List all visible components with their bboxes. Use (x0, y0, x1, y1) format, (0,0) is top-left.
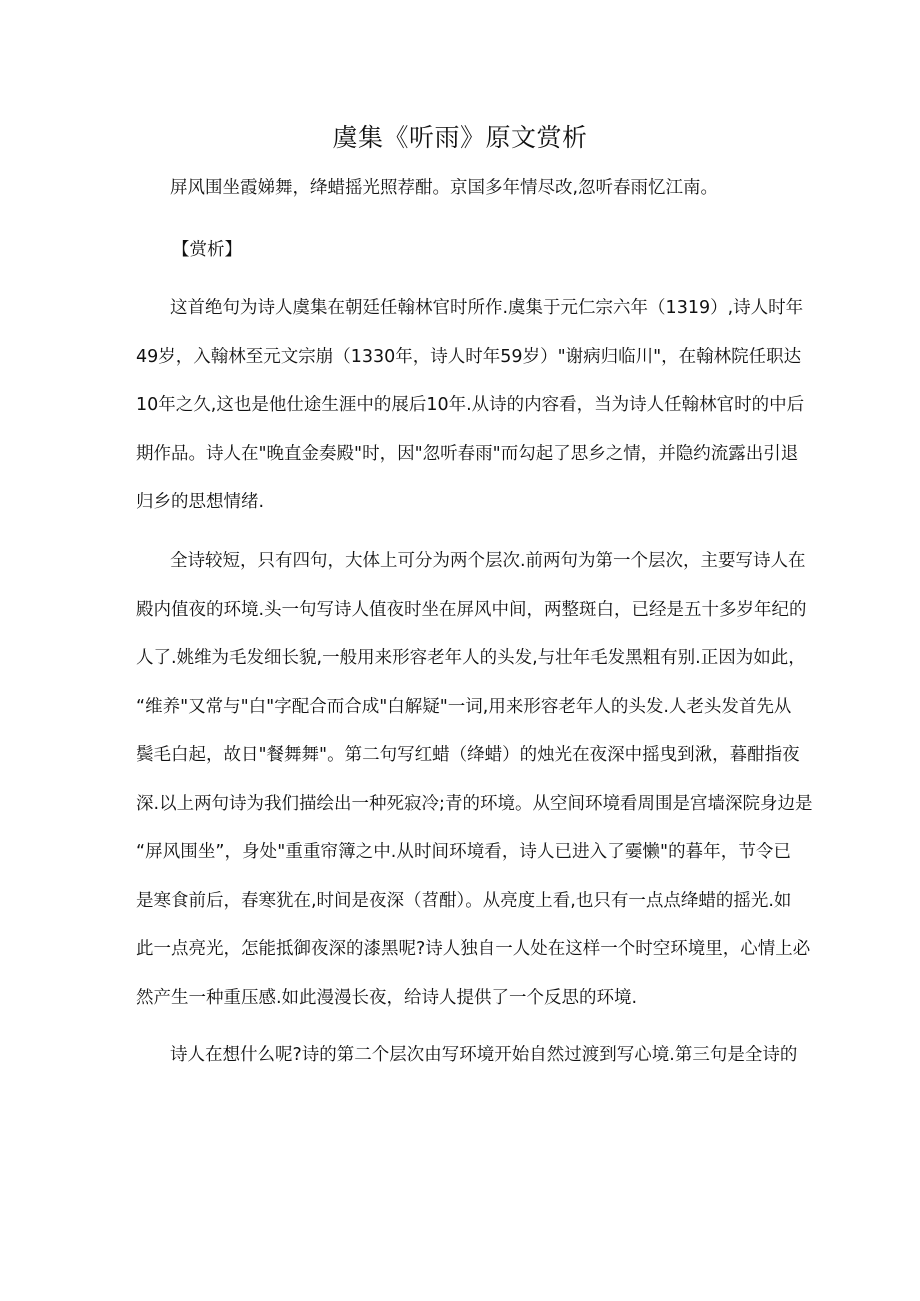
poem-text: 屏风围坐霞娣舞，绛蜡摇光照荐酣。京国多年情尽改,忽听春雨忆江南。 (170, 178, 719, 198)
paragraph-3 (136, 1031, 798, 1080)
paragraph-line: 这首绝句为诗人虞集在朝廷任翰林官时所作.虞集于元仁宗六年（1319）,诗人时年 (170, 298, 804, 318)
paragraph-line: 期作品。诗人在"晚直金奏殿"时，因"忽听春雨"而勾起了思乡之情，并隐约流露出引退 (136, 443, 799, 464)
document-title: 虞集《听雨》原文赏析 (332, 123, 588, 152)
paragraph-line: 诗人在想什么呢?诗的第二个层次由写环境开始自然过渡到写心境.第三句是全诗的 (170, 1045, 798, 1065)
paragraph-line: 深.以上两句诗为我们描绘出一种死寂冷;青的环境。从空间环境看周围是宫墙深院身边是 (136, 793, 813, 814)
paragraph-line: “屏风围坐”，身处"重重帘簿之中.从时间环境看，诗人已进入了孁懒"的暮年，节令已 (136, 842, 791, 862)
paragraph-line: 全诗较短，只有四句，大体上可分为两个层次.前两句为第一个层次，主要写诗人在 (170, 551, 806, 571)
paragraph-line: 是寒食前后，春寒犹在,时间是夜深（苕酣）。从亮度上看,也只有一点点绛蜡的摇光.如 (136, 890, 792, 911)
paragraph-line: 此一点亮光，怎能抵御夜深的漆黑呢?诗人独自一人处在这样一个时空环境里，心情上必 (136, 939, 811, 959)
section-label-appreciation: 【赏析】 (172, 240, 242, 260)
paragraph-line: 人了.姚维为毛发细长貌,一般用来形容老年人的头发,与壮年毛发黑粗有别.正因为如此， (136, 648, 806, 668)
paragraph-line: 归乡的思想情绪. (136, 492, 265, 512)
paragraph-line: 鬓毛白起，故日"餐舞舞"。第二句写红蜡（绛蜡）的烛光在夜深中摇曳到湫，暮酣指夜 (136, 745, 800, 765)
paragraph-1 (136, 284, 805, 527)
paragraph-line: “维养"又常与"白"字配合而合成"白解疑"一词,用来形容老年人的头发.人老头发首先从 (136, 696, 792, 717)
paragraph-line: 殿内值夜的环境.头一句写诗人值夜时坐在屏风中间，两整斑白，已经是五十多岁年纪的 (136, 599, 807, 620)
paragraph-line: 49岁，入翰林至元文宗崩（1330年，诗人时年59岁）"谢病归临川"，在翰林院任职达 (136, 346, 802, 367)
paragraph-line: 10年之久,这也是他仕途生涯中的展后10年.从诗的内容看，当为诗人任翰林官时的中后 (136, 395, 805, 415)
paragraph-line: 然产生一种重压感.如此漫漫长夜，给诗人提供了一个反思的环境. (136, 987, 638, 1008)
paragraph-2 (136, 537, 813, 1022)
